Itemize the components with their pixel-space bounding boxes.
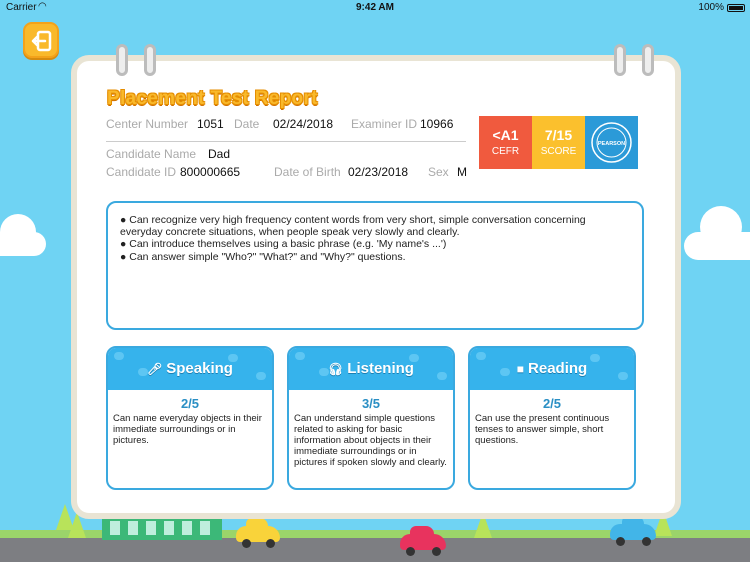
speaking-title: Speaking (166, 360, 233, 377)
reading-description: Can use the present continuous tenses to answer simple, short questions. (475, 413, 610, 446)
date-label: Date (234, 117, 260, 131)
wifi-icon: ◠ (38, 1, 47, 12)
score-badge (532, 116, 585, 169)
microphone-icon: 🎤︎ (147, 362, 163, 376)
sex-label: Sex (428, 165, 449, 179)
listening-title: Listening (347, 360, 414, 377)
binder-ring (614, 44, 626, 76)
battery-percent: 100% (698, 2, 724, 13)
headphones-icon: 🎧︎ (328, 362, 344, 376)
score-value: 7/15 (544, 127, 573, 143)
cloud (0, 232, 46, 256)
sex-value: M (457, 165, 467, 179)
speaking-card (106, 346, 274, 490)
battery-icon (727, 4, 745, 12)
candidate-id-label: Candidate ID (106, 165, 177, 179)
seal-text: PEARSON (597, 141, 626, 147)
cefr-label: CEFR (491, 146, 520, 157)
dob-label: Date of Birth (274, 165, 341, 179)
center-number-label: Center Number (106, 117, 189, 131)
page-title: Placement Test Report (107, 88, 318, 109)
reading-title: Reading (528, 360, 588, 377)
car (236, 526, 280, 542)
listening-header (289, 348, 453, 390)
center-number-value: 1051 (197, 117, 224, 131)
speaking-score: 2/5 (180, 396, 200, 411)
carrier-label: Carrier (6, 2, 37, 13)
candidate-id-value: 800000665 (180, 165, 241, 179)
car (400, 534, 446, 550)
cefr-badge (479, 116, 532, 169)
status-bar (0, 0, 750, 16)
exit-icon (31, 30, 53, 52)
pearson-seal (585, 116, 638, 169)
cefr-value: <A1 (492, 127, 519, 143)
divider (106, 141, 466, 142)
summary-item: ● Can recognize very high frequency content words from very short, simple conversation concerning everyday concrete situations, when people speak very slowly and clearly. (120, 214, 586, 239)
car (610, 524, 656, 540)
cloud (684, 232, 750, 260)
dob-value: 02/23/2018 (348, 165, 409, 179)
speaking-description: Can name everyday objects in their immediate surroundings or in pictures. (113, 413, 262, 446)
reading-score: 2/5 (542, 396, 562, 411)
seal-icon (590, 121, 633, 164)
examiner-id-value: 10966 (420, 117, 454, 131)
summary-item: ● Can introduce themselves using a basic phrase (e.g. 'My name's ...') (120, 238, 447, 251)
clock: 9:42 AM (356, 2, 394, 13)
summary-item: ● Can answer simple "Who?" "What?" and "Why?" questions. (120, 250, 406, 263)
listening-score: 3/5 (361, 396, 381, 411)
book-icon: ■ (516, 362, 525, 376)
binder-ring (116, 44, 128, 76)
candidate-name-label: Candidate Name (106, 147, 197, 161)
binder-ring (642, 44, 654, 76)
score-label: SCORE (540, 146, 577, 157)
back-button[interactable] (23, 22, 59, 58)
speaking-header (108, 348, 272, 390)
reading-header (470, 348, 634, 390)
listening-card (287, 346, 455, 490)
road (0, 538, 750, 562)
binder-ring (144, 44, 156, 76)
listening-description: Can understand simple questions related to asking for basic information about objects in their immediate surroundings or in pictures if spoken slowly and clearly. (294, 413, 447, 468)
candidate-name-value: Dad (208, 147, 231, 161)
date-value: 02/24/2018 (273, 117, 334, 131)
summary-box (106, 201, 644, 330)
examiner-id-label: Examiner ID (351, 117, 418, 131)
reading-card (468, 346, 636, 490)
